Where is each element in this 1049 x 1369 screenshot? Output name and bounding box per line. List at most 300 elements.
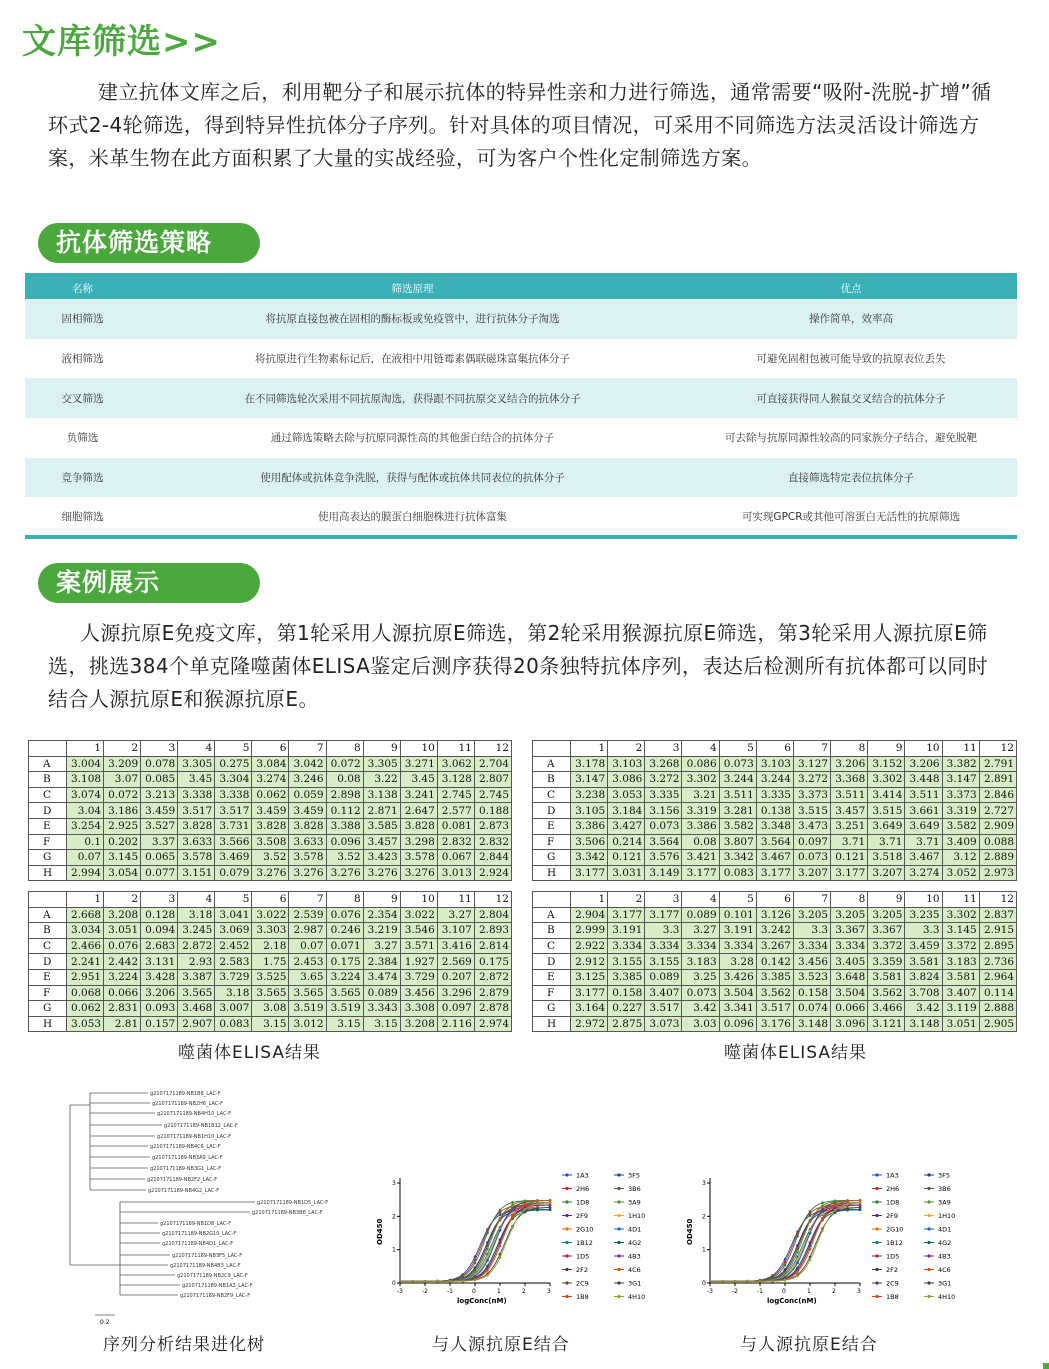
legend-label: 4D1 [628,1225,642,1234]
plate-value-cell: 3.517 [178,803,215,819]
plate-value-cell: 0.079 [215,865,252,881]
plate-row [29,938,512,954]
plate-row-label: B [533,772,571,788]
plate-row-label: E [29,969,67,985]
plate-col-header: 3 [645,741,682,757]
plate-value-cell: 3.338 [215,787,252,803]
plate-corner [29,892,67,908]
x-tick-label: 0 [782,1288,786,1295]
plate-value-cell: 3.305 [178,756,215,772]
legend-label: 2F9 [886,1212,899,1220]
point-4H10 [809,1259,812,1262]
plate-row [29,787,512,803]
plate-row-label: C [29,787,67,803]
plate-value-cell: 3.276 [289,865,326,881]
plate-col-header: 3 [141,892,178,908]
point-4D1 [821,1210,824,1213]
plate-value-cell: 0.114 [979,985,1016,1001]
plate-value-cell: 2.889 [979,850,1016,866]
plate-value-cell: 3.08 [252,1001,289,1017]
plate-value-cell: 3.27 [682,923,719,939]
plate-value-cell: 3.152 [868,756,905,772]
point-3A9 [486,1248,489,1251]
plate-value-cell: 2.647 [400,803,437,819]
point-4G2 [549,1208,552,1211]
plate-value-cell: 3.151 [178,865,215,881]
plate-value-cell: 3.07 [104,772,141,788]
x-tick-label: -2 [732,1288,738,1295]
plate-value-cell: 3.177 [682,865,719,881]
y-tick-label: 1 [392,1246,396,1254]
plate-col-header: 12 [474,741,511,757]
plate-value-cell: 2.668 [67,907,104,923]
x-tick-label: 0 [472,1288,476,1295]
legend-marker [617,1241,620,1244]
plate-value-cell: 3.18 [215,985,252,1001]
plate-value-cell: 0.088 [979,834,1016,850]
plate-value-cell: 2.683 [141,938,178,954]
plate-value-cell: 3.581 [905,954,942,970]
header-advantage: 优点 [685,275,1017,299]
legend-label: 4G2 [938,1239,952,1247]
plate-value-cell: 3.145 [104,850,141,866]
x-tick-label: -3 [707,1288,713,1295]
section-case-title: 案例展示 [38,563,260,603]
plate-value-cell: 0.07 [289,938,326,954]
plate-col-header: 5 [215,892,252,908]
plate-value-cell: 0.066 [104,985,141,1001]
legend-marker [875,1173,878,1176]
point-4H10 [436,1280,439,1283]
plate-value-cell: 2.354 [363,907,400,923]
legend-marker [565,1254,568,1257]
plate-value-cell: 3.343 [363,1001,400,1017]
y-axis-label: OD450 [376,1218,384,1245]
plate-value-cell: 3.053 [67,1016,104,1032]
plate-col-header: 11 [437,741,474,757]
strategy-cell-name: 交叉筛选 [25,378,140,418]
legend-marker [875,1295,878,1298]
legend-marker [927,1295,930,1298]
plate-value-cell: 3.074 [67,787,104,803]
plate-value-cell: 2.888 [979,1001,1016,1017]
elisa-caption-left: 噬菌体ELISA结果 [178,1043,321,1063]
section-strategy-title: 抗体筛选策略 [38,223,260,263]
plate-value-cell: 3.127 [793,756,830,772]
point-4D1 [486,1259,489,1262]
plate-value-cell: 3.302 [682,772,719,788]
plate-col-header: 1 [67,741,104,757]
plate-value-cell: 3.022 [252,907,289,923]
legend-label: 3F5 [938,1171,951,1180]
strategy-cell-advantage: 直接筛选特定表位抗体分子 [685,458,1017,498]
plate-col-header: 9 [363,892,400,908]
plate-value-cell: 2.893 [474,923,511,939]
plate-value-cell: 0.067 [437,850,474,866]
plate-value-cell: 3.456 [400,985,437,1001]
tree-leaf-label: g2107171189-NB1D8_LAC-F [160,1221,232,1227]
plate-value-cell: 0.214 [608,834,645,850]
elisa-plate-1 [28,740,512,881]
plate-col-header: 5 [719,892,756,908]
point-3A9 [499,1218,502,1221]
point-4C6 [846,1200,849,1203]
plate-value-cell: 3.565 [326,985,363,1001]
plate-row [29,1016,512,1032]
legend-marker [875,1241,878,1244]
plate-value-cell: 3.177 [645,907,682,923]
plate-col-header: 6 [252,892,289,908]
point-4C6 [809,1248,812,1251]
x-tick-label: 1 [807,1288,811,1295]
plate-value-cell: 3.3 [905,923,942,939]
plate-value-cell: 3.828 [178,818,215,834]
plate-value-cell: 3.518 [868,850,905,866]
plate-value-cell: 3.71 [868,834,905,850]
binding-chart-1 [370,1165,645,1315]
point-4C6 [834,1204,837,1207]
plate-value-cell: 3.28 [719,954,756,970]
plate-row [533,1016,1017,1032]
plate-value-cell: 3.207 [868,865,905,881]
plate-value-cell: 3.585 [363,818,400,834]
strategy-cell-principle: 在不同筛选轮次采用不同抗原淘选，获得跟不同抗原交叉结合的抗体分子 [140,378,685,418]
plate-value-cell: 3.578 [289,850,326,866]
plate-row [533,1001,1017,1017]
legend-label: 4D1 [938,1225,952,1234]
plate-value-cell: 1.927 [400,954,437,970]
plate-row-label: B [29,772,67,788]
x-tick-label: 3 [857,1288,861,1295]
plate-value-cell: 0.275 [215,756,252,772]
strategy-header-row [25,275,1017,299]
legend-marker [617,1268,620,1271]
plate-row [29,954,512,970]
plate-row [533,772,1017,788]
plate-value-cell: 0.097 [793,834,830,850]
plate-value-cell: 3.105 [571,803,608,819]
point-3A9 [809,1220,812,1223]
plate-row-label: F [29,985,67,1001]
tree-leaf-label: g2107171189-NB2C9_LAC-F [177,1273,248,1279]
chart-caption-1: 与人源抗原E结合 [432,1335,570,1355]
legend-marker [617,1281,620,1284]
plate-col-header: 12 [979,741,1016,757]
strategy-cell-principle: 将抗原进行生物素标记后，在液相中用链霉素偶联磁珠富集抗体分子 [255,353,570,366]
point-4C6 [524,1203,527,1206]
plate-value-cell: 3.319 [682,803,719,819]
plate-row-label: G [29,1001,67,1017]
plate-value-cell: 3.224 [104,969,141,985]
plate-value-cell: 3.473 [793,818,830,834]
plate-value-cell: 2.384 [363,954,400,970]
plate-value-cell: 3.342 [719,850,756,866]
plate-value-cell: 3.582 [719,818,756,834]
plate-value-cell: 0.072 [326,756,363,772]
plate-value-cell: 0.085 [141,772,178,788]
plate-value-cell: 3.148 [793,1016,830,1032]
plate-value-cell: 3.096 [831,1016,868,1032]
x-tick-label: -1 [757,1288,763,1295]
plate-value-cell: 3.244 [756,772,793,788]
plate-value-cell: 3.828 [252,818,289,834]
point-4H10 [486,1274,489,1277]
plate-value-cell: 3.242 [756,923,793,939]
plate-value-cell: 3.828 [400,818,437,834]
header-name: 名称 [25,275,140,299]
plate-value-cell: 3.03 [682,1016,719,1032]
x-tick-label: 2 [522,1288,526,1295]
plate-corner [533,741,571,757]
point-4H10 [411,1280,414,1283]
plate-value-cell: 3.633 [289,834,326,850]
intro-paragraph: 建立抗体文库之后，利用靶分子和展示抗体的特异性亲和力进行筛选，通常需要“吸附-洗脱-扩增”循环式2-4轮筛选，得到特异性抗体分子序列。针对具体的项目情况，可采用不同筛选方法灵活设计筛选方案，米革生物在此方面积累了大量的实战经验，可为客户个性化定制筛选方案。 [48,80,992,170]
plate-value-cell: 3.71 [905,834,942,850]
plate-header-row [29,892,512,908]
plate-value-cell: 3.042 [289,756,326,772]
plate-value-cell: 3.578 [400,850,437,866]
plate-value-cell: 3.183 [942,954,979,970]
strategy-cell-name: 竞争筛选 [25,458,140,498]
plate-value-cell: 0.076 [104,938,141,954]
plate-row [29,985,512,1001]
legend-marker [875,1281,878,1284]
plate-value-cell: 3.15 [252,1016,289,1032]
plate-value-cell: 2.891 [979,772,1016,788]
plate-value-cell: 3.508 [252,834,289,850]
plate-value-cell: 2.895 [979,938,1016,954]
plate-value-cell: 2.974 [474,1016,511,1032]
plate-value-cell: 3.459 [252,803,289,819]
plate-value-cell: 3.186 [104,803,141,819]
legend-marker [565,1200,568,1203]
point-4H10 [474,1279,477,1282]
plate-header-row [533,741,1017,757]
point-4H10 [549,1202,552,1205]
legend-marker [927,1268,930,1271]
plate-value-cell: 3.515 [868,803,905,819]
plate-value-cell: 3.519 [289,1001,326,1017]
plate-value-cell: 3.368 [831,772,868,788]
plate-header-row [29,741,512,757]
plate-row-label: A [533,907,571,923]
legend-marker [565,1187,568,1190]
plate-value-cell: 3.407 [942,985,979,1001]
plate-value-cell: 2.922 [571,938,608,954]
plate-row [533,954,1017,970]
legend-marker [875,1200,878,1203]
plate-value-cell: 3.177 [831,865,868,881]
plate-value-cell: 2.727 [979,803,1016,819]
plate-value-cell: 3.051 [942,1016,979,1032]
plate-value-cell: 0.062 [252,787,289,803]
plate-value-cell: 2.807 [474,772,511,788]
plate-value-cell: 3.581 [942,969,979,985]
plate-value-cell: 2.116 [437,1016,474,1032]
plate-col-header: 4 [682,741,719,757]
plate-value-cell: 0.065 [141,850,178,866]
plate-value-cell: 3.409 [942,834,979,850]
plate-value-cell: 3.27 [437,907,474,923]
plate-value-cell: 1.75 [252,954,289,970]
plate-value-cell: 3.147 [571,772,608,788]
strategy-table [25,273,1017,539]
plate-value-cell: 2.569 [437,954,474,970]
plate-row-label: E [29,818,67,834]
plate-value-cell: 3.281 [719,803,756,819]
plate-value-cell: 3.416 [437,938,474,954]
plate-corner [29,741,67,757]
plate-row-label: D [29,954,67,970]
point-3A9 [821,1204,824,1207]
plate-value-cell: 3.428 [141,969,178,985]
point-1A3 [499,1213,502,1216]
plate-value-cell: 3.37 [141,834,178,850]
plate-value-cell: 2.832 [437,834,474,850]
plate-value-cell: 3.407 [645,985,682,1001]
plate-value-cell: 3.457 [363,834,400,850]
plate-value-cell: 3.272 [645,772,682,788]
legend-marker [927,1200,930,1203]
plate-value-cell: 2.924 [474,865,511,881]
plate-value-cell: 3.148 [905,1016,942,1032]
plate-value-cell: 3.52 [252,850,289,866]
legend-marker [617,1187,620,1190]
strategy-cell-principle: 将抗原直接包被在固相的酶标板或免疫管中，进行抗体分子淘选 [140,299,685,339]
plate-col-header: 10 [400,741,437,757]
plate-row-label: H [29,1016,67,1032]
strategy-cell-advantage: 可去除与抗原同源性较高的同家族分子结合，避免脱靶 [725,432,977,445]
point-4H10 [771,1280,774,1283]
plate-value-cell: 3.421 [682,850,719,866]
plate-value-cell: 2.907 [178,1016,215,1032]
point-4H10 [846,1203,849,1206]
plate-value-cell: 0.066 [831,1001,868,1017]
plate-value-cell: 0.175 [474,954,511,970]
plate-value-cell: 3.467 [756,850,793,866]
plate-value-cell: 2.898 [326,787,363,803]
plate-value-cell: 3.467 [905,850,942,866]
plate-value-cell: 3.304 [215,772,252,788]
plate-value-cell: 0.078 [141,756,178,772]
y-tick-label: 0 [392,1280,396,1287]
plate-value-cell: 3.086 [608,772,645,788]
plate-value-cell: 3.426 [719,969,756,985]
plate-value-cell: 3.334 [793,938,830,954]
legend-label: 3F5 [628,1171,641,1180]
plate-value-cell: 2.909 [979,818,1016,834]
point-4D1 [499,1229,502,1232]
plate-value-cell: 3.052 [942,865,979,881]
plate-value-cell: 0.073 [682,985,719,1001]
plate-value-cell: 3.149 [645,865,682,881]
plate-value-cell: 0.121 [831,850,868,866]
plate-value-cell: 2.442 [104,954,141,970]
plate-row-label: E [533,969,571,985]
plate-value-cell: 0.207 [437,969,474,985]
point-1H10 [511,1212,514,1215]
plate-row-label: A [29,907,67,923]
plate-value-cell: 3.359 [868,954,905,970]
point-4H10 [796,1275,799,1278]
plate-value-cell: 0.094 [141,923,178,939]
point-1D8 [821,1202,824,1205]
plate-value-cell: 3.661 [905,803,942,819]
point-4H10 [734,1280,737,1283]
plate-value-cell: 3.22 [363,772,400,788]
plate-row-label: A [29,756,67,772]
point-4H10 [461,1280,464,1283]
plate-value-cell: 3.515 [793,803,830,819]
plate-row [29,850,512,866]
plate-value-cell: 0.246 [326,923,363,939]
plate-value-cell: 2.804 [474,907,511,923]
point-4C6 [486,1269,489,1272]
point-4H10 [511,1226,514,1229]
legend-marker [565,1241,568,1244]
plate-value-cell: 3.205 [868,907,905,923]
plate-value-cell: 2.925 [104,818,141,834]
point-4H10 [834,1209,837,1212]
plate-col-header: 9 [868,892,905,908]
legend-marker [927,1187,930,1190]
phylogenetic-tree [60,1085,380,1330]
plate-value-cell: 0.071 [326,938,363,954]
plate-value-cell: 2.964 [979,969,1016,985]
chart-caption-2: 与人源抗原E结合 [740,1335,878,1355]
plate-value-cell: 3.267 [756,938,793,954]
plate-value-cell: 3.244 [719,772,756,788]
point-3G1 [536,1207,539,1210]
plate-row [533,865,1017,881]
strategy-cell-name: 固相筛选 [25,299,140,339]
point-4D1 [809,1232,812,1235]
plate-value-cell: 0.158 [608,985,645,1001]
plate-value-cell: 3.298 [400,834,437,850]
plate-value-cell: 2.577 [437,803,474,819]
plate-value-cell: 3.04 [67,803,104,819]
point-4H10 [746,1280,749,1283]
plate-value-cell: 3.177 [756,865,793,881]
plate-value-cell: 2.704 [474,756,511,772]
point-1D8 [796,1235,799,1238]
legend-marker [617,1214,620,1217]
point-3A9 [511,1204,514,1207]
plate-value-cell: 3.71 [831,834,868,850]
point-4H10 [821,1229,824,1232]
plate-col-header: 8 [831,741,868,757]
legend-label: 4H10 [938,1293,955,1301]
plate-value-cell: 3.504 [719,985,756,1001]
plate-value-cell: 3.456 [793,954,830,970]
y-tick-label: 3 [702,1180,706,1187]
legend-label: 2F2 [886,1266,899,1274]
point-3A9 [796,1251,799,1254]
plate-value-cell: 3.65 [289,969,326,985]
plate-value-cell: 0.142 [756,954,793,970]
plate-row-label: F [533,985,571,1001]
plate-value-cell: 0.072 [104,787,141,803]
tree-leaf-label: g2107171189-NB2G10_LAC-F [162,1231,237,1237]
legend-label: 1A3 [886,1171,899,1180]
point-4H10 [524,1208,527,1211]
plate-value-cell: 3.177 [571,865,608,881]
plate-row [533,756,1017,772]
plate-value-cell: 3.254 [67,818,104,834]
tree-leaf-label: g2107171189-NB2H6_LAC-F [152,1101,223,1107]
tree-leaf-label: g2107171189-NB1D5_LAC-F [257,1200,329,1206]
point-1D8 [474,1262,477,1265]
